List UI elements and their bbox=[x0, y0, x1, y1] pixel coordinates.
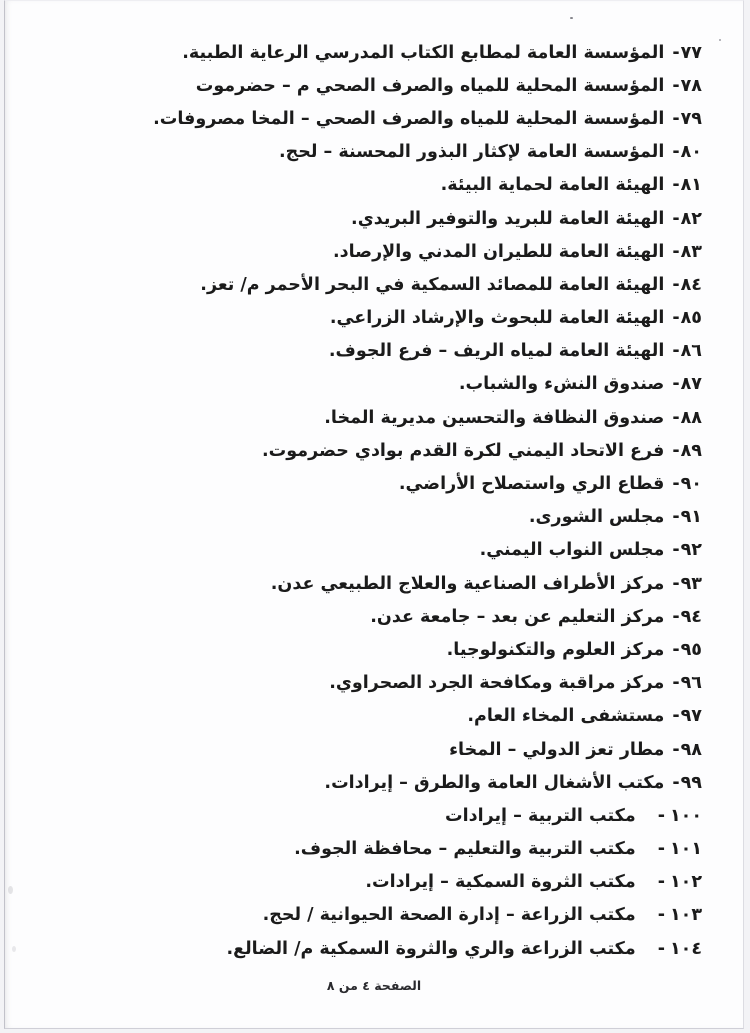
item-digits: ١٠١ bbox=[669, 839, 702, 860]
dash: - bbox=[672, 274, 680, 295]
item-number bbox=[672, 574, 702, 594]
item-digits: ٩٢ bbox=[680, 540, 702, 561]
item-number bbox=[672, 275, 702, 295]
item-number bbox=[672, 441, 702, 461]
item-digits: ٨٩ bbox=[680, 440, 702, 461]
list-item bbox=[25, 467, 702, 500]
list-item bbox=[25, 534, 702, 567]
item-digits: ٩٨ bbox=[680, 739, 702, 760]
item-text: قطاع الري واستصلاح الأراضي. bbox=[398, 474, 665, 495]
dust-speck bbox=[570, 17, 573, 19]
item-digits: ١٠٣ bbox=[669, 905, 702, 926]
dash: - bbox=[672, 772, 680, 793]
dash: - bbox=[672, 639, 680, 660]
dash: - bbox=[672, 42, 680, 63]
item-number bbox=[672, 706, 702, 726]
list-item bbox=[25, 69, 702, 102]
dash: - bbox=[672, 374, 680, 395]
dash: - bbox=[672, 606, 680, 627]
item-number bbox=[672, 773, 702, 793]
list-item bbox=[25, 932, 702, 965]
list-item bbox=[25, 501, 702, 534]
item-digits: ٩٤ bbox=[680, 606, 702, 627]
item-digits: ١٠٢ bbox=[669, 872, 702, 893]
list-item bbox=[25, 667, 702, 700]
dash: - bbox=[672, 407, 680, 428]
dash: - bbox=[672, 208, 680, 229]
item-digits: ٨٢ bbox=[680, 208, 702, 229]
dash: - bbox=[657, 839, 665, 860]
dash: - bbox=[672, 175, 680, 196]
item-text: مكتب الثروة السمكية – إيرادات. bbox=[365, 872, 636, 893]
item-text: مكتب الزراعة والري والثروة السمكية م/ الضالع. bbox=[226, 938, 636, 959]
list-item bbox=[25, 36, 702, 69]
item-digits: ٧٩ bbox=[680, 108, 702, 129]
list-item bbox=[25, 368, 702, 401]
item-text: الهيئة العامة للمصائد السمكية في البحر الأحمر م/ تعز. bbox=[200, 274, 665, 295]
list-item bbox=[25, 899, 702, 932]
list-item bbox=[25, 733, 702, 766]
item-text: مكتب التربية والتعليم – محافظة الجوف. bbox=[294, 839, 636, 860]
item-digits: ٨٧ bbox=[680, 374, 702, 395]
item-digits: ٨٠ bbox=[680, 142, 702, 163]
dash: - bbox=[672, 440, 680, 461]
item-number bbox=[672, 76, 702, 96]
item-text: مكتب الأشغال العامة والطرق – إيرادات. bbox=[324, 772, 665, 793]
item-text: مطار تعز الدولي – المخاء bbox=[449, 739, 665, 760]
item-digits: ٨٥ bbox=[680, 308, 702, 329]
list-item bbox=[25, 766, 702, 799]
item-text: المؤسسة العامة لإكثار البذور المحسنة – لحج. bbox=[278, 142, 665, 163]
item-number bbox=[672, 408, 702, 428]
dust-speck bbox=[719, 39, 721, 41]
item-digits: ٨١ bbox=[680, 175, 702, 196]
item-digits: ٨٨ bbox=[680, 407, 702, 428]
item-text: مجلس الشورى. bbox=[528, 507, 665, 528]
item-digits: ٩٧ bbox=[680, 706, 702, 727]
item-digits: ٩٠ bbox=[680, 474, 702, 495]
dash: - bbox=[672, 673, 680, 694]
item-number bbox=[672, 109, 702, 129]
item-text: صندوق النظافة والتحسين مديرية المخا. bbox=[324, 407, 665, 428]
list-item bbox=[25, 102, 702, 135]
dash: - bbox=[657, 905, 665, 926]
item-digits: ٩١ bbox=[680, 507, 702, 528]
item-number bbox=[672, 175, 702, 195]
item-number bbox=[672, 308, 702, 328]
item-text: المؤسسة المحلية للمياه والصرف الصحي م – حضرموت bbox=[195, 75, 665, 96]
item-number bbox=[672, 374, 702, 394]
list-item bbox=[25, 567, 702, 600]
list-item bbox=[25, 169, 702, 202]
dash: - bbox=[672, 474, 680, 495]
item-digits: ٧٨ bbox=[680, 75, 702, 96]
dash: - bbox=[672, 142, 680, 163]
item-number bbox=[672, 740, 702, 760]
item-text: مركز العلوم والتكنولوجيا. bbox=[446, 639, 665, 660]
dash: - bbox=[672, 241, 680, 262]
list-item bbox=[25, 401, 702, 434]
dash: - bbox=[672, 75, 680, 96]
dash: - bbox=[672, 739, 680, 760]
item-text: مستشفى المخاء العام. bbox=[467, 706, 665, 727]
page-footer: الصفحة ٤ من ٨ bbox=[326, 978, 422, 993]
item-text: مركز الأطراف الصناعية والعلاج الطبيعي عدن. bbox=[270, 573, 665, 594]
item-digits: ٩٦ bbox=[680, 673, 702, 694]
item-digits: ٩٥ bbox=[680, 639, 702, 660]
item-text: الهيئة العامة للطيران المدني والإرصاد. bbox=[332, 241, 665, 262]
item-number bbox=[672, 43, 702, 63]
item-number bbox=[658, 905, 702, 925]
item-digits: ٩٣ bbox=[680, 573, 702, 594]
item-number bbox=[672, 474, 702, 494]
scan-smudge bbox=[12, 946, 16, 952]
dash: - bbox=[672, 341, 680, 362]
list-item bbox=[25, 302, 702, 335]
list-item bbox=[25, 633, 702, 666]
item-digits: ٩٩ bbox=[680, 772, 702, 793]
item-number bbox=[672, 540, 702, 560]
item-text: المؤسسة العامة لمطابع الكتاب المدرسي الرعاية الطبية. bbox=[182, 42, 665, 63]
item-digits: ٧٧ bbox=[680, 42, 702, 63]
dash: - bbox=[657, 805, 665, 826]
item-text: المؤسسة المحلية للمياه والصرف الصحي – المخا مصروفات. bbox=[153, 108, 665, 129]
item-number bbox=[672, 607, 702, 627]
dash: - bbox=[672, 108, 680, 129]
item-text: مجلس النواب اليمني. bbox=[479, 540, 665, 561]
item-text: فرع الاتحاد اليمني لكرة القدم بوادي حضرموت. bbox=[262, 440, 665, 461]
item-text: مركز التعليم عن بعد – جامعة عدن. bbox=[370, 606, 665, 627]
item-digits: ٨٦ bbox=[680, 341, 702, 362]
list-item bbox=[25, 600, 702, 633]
dash: - bbox=[672, 573, 680, 594]
dash: - bbox=[657, 872, 665, 893]
item-digits: ٨٣ bbox=[680, 241, 702, 262]
list-item bbox=[25, 700, 702, 733]
item-text: الهيئة العامة للبريد والتوفير البريدي. bbox=[351, 208, 665, 229]
dash: - bbox=[672, 507, 680, 528]
list-item bbox=[25, 434, 702, 467]
dash: - bbox=[672, 706, 680, 727]
item-number bbox=[672, 640, 702, 660]
item-digits: ٨٤ bbox=[680, 274, 702, 295]
item-text: مكتب التربية – إيرادات bbox=[445, 805, 636, 826]
item-text: الهيئة العامة لحماية البيئة. bbox=[440, 175, 665, 196]
list-item bbox=[25, 335, 702, 368]
item-number bbox=[672, 507, 702, 527]
org-list bbox=[25, 36, 702, 965]
dash: - bbox=[657, 938, 665, 959]
document-page bbox=[4, 0, 744, 1029]
item-number bbox=[672, 242, 702, 262]
item-number bbox=[672, 673, 702, 693]
item-text: الهيئة العامة للبحوث والإرشاد الزراعي. bbox=[329, 308, 665, 329]
list-item bbox=[25, 235, 702, 268]
dash: - bbox=[672, 540, 680, 561]
item-text: الهيئة العامة لمياه الريف – فرع الجوف. bbox=[328, 341, 665, 362]
item-number bbox=[658, 939, 702, 959]
item-digits: ١٠٠ bbox=[669, 805, 702, 826]
list-item bbox=[25, 833, 702, 866]
item-number bbox=[672, 209, 702, 229]
item-text: صندوق النشء والشباب. bbox=[458, 374, 665, 395]
dash: - bbox=[672, 308, 680, 329]
list-item bbox=[25, 268, 702, 301]
list-item bbox=[25, 202, 702, 235]
item-text: مكتب الزراعة – إدارة الصحة الحيوانية / لحج. bbox=[262, 905, 636, 926]
scan-smudge bbox=[8, 886, 13, 894]
list-item bbox=[25, 866, 702, 899]
item-number bbox=[658, 839, 702, 859]
item-number bbox=[672, 341, 702, 361]
item-text: مركز مراقبة ومكافحة الجرد الصحراوي. bbox=[329, 673, 665, 694]
item-number bbox=[658, 806, 702, 826]
list-item bbox=[25, 136, 702, 169]
item-number bbox=[658, 872, 702, 892]
item-digits: ١٠٤ bbox=[669, 938, 702, 959]
list-item bbox=[25, 799, 702, 832]
item-number bbox=[672, 142, 702, 162]
